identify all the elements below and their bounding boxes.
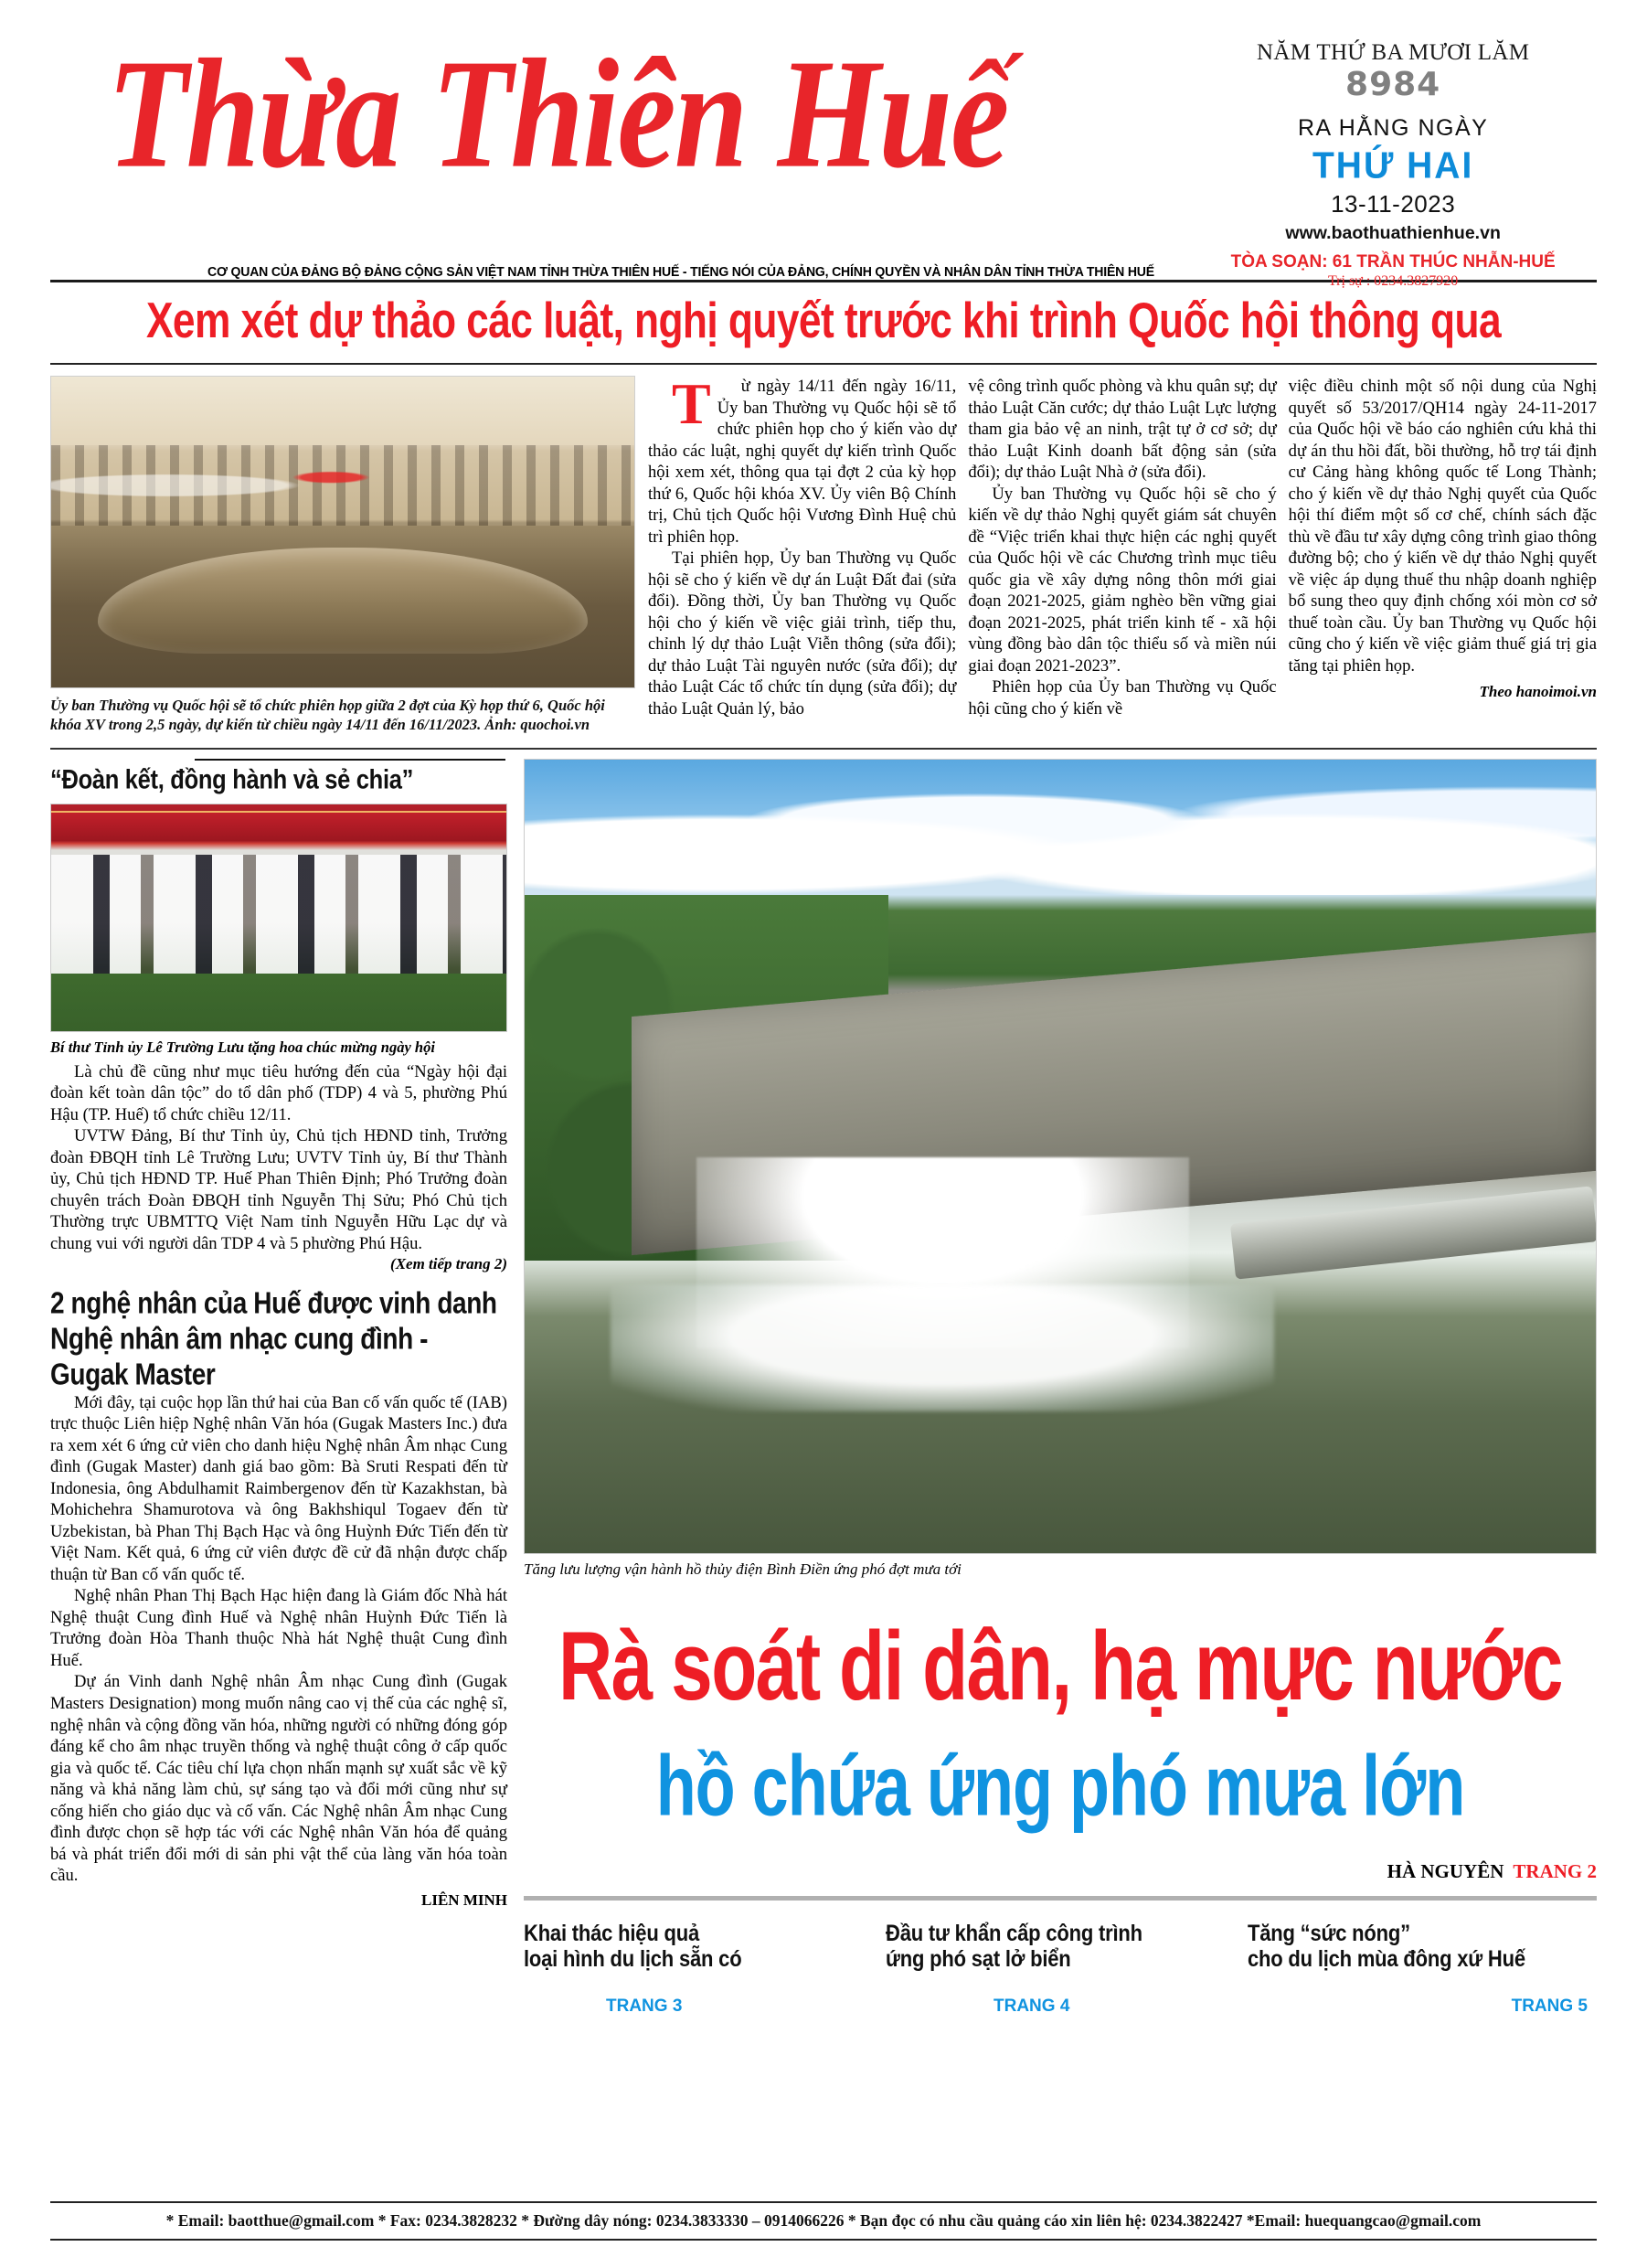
- teaser-title-line1: Đầu tư khẩn cấp công trình: [886, 1920, 1142, 1946]
- website-url[interactable]: www.baothuathienhue.vn: [1285, 222, 1501, 243]
- solidarity-photo-caption: Bí thư Tỉnh ủy Lê Trường Lưu tặng hoa chúc mừng ngày hội: [50, 1038, 435, 1056]
- solidarity-photo: [50, 804, 507, 1032]
- lead-headline[interactable]: Xem xét dự thảo các luật, nghị quyết trước khi trình Quốc hội thông qua: [145, 292, 1502, 349]
- photo-art-hydro-dam: [525, 760, 1596, 1554]
- publication-frequency: RA HẰNG NGÀY: [1297, 114, 1489, 141]
- lead-photo-caption: Ủy ban Thường vụ Quốc hội sẽ tổ chức phiên họp giữa 2 đợt của Kỳ họp thứ 6, Quốc hội khóa XV trong 2,5 ngày, dự kiến từ chiều ngày 14/11 đến 16/11/2023. Ảnh: quochoi.vn: [50, 697, 605, 734]
- dam-photo-caption: Tăng lưu lượng vận hành hồ thủy điện Bình Điền ứng phó đợt mưa tới: [524, 1560, 962, 1578]
- solidarity-continued-note[interactable]: (Xem tiếp trang 2): [390, 1254, 507, 1272]
- lead-column-1: [648, 371, 957, 735]
- lead-paragraph: Từ ngày 14/11 đến ngày 16/11, Ủy ban Thường vụ Quốc hội sẽ tổ chức phiên họp cho ý kiến vào dự thảo các luật, nghị quyết dự kiến trình Quốc hội xem xét, thông qua tại đợt 2 của kỳ họp thứ 6, Quốc hội khóa XV. Ủy viên Bộ Chính trị, Chủ tịch Quốc hội Vương Đình Huệ chủ trì phiên họp.: [648, 371, 957, 547]
- teaser-title-line1: Tăng “sức nóng”: [1248, 1920, 1410, 1946]
- office-address: TÒA SOẠN: 61 TRẦN THÚC NHẪN-HUẾ: [1230, 251, 1556, 272]
- subhead-rule: [195, 759, 505, 761]
- teaser-title-line1: Khai thác hiệu quả: [524, 1920, 699, 1946]
- source-name: hanoimoi.vn: [1515, 683, 1597, 701]
- left-column: [50, 759, 507, 2017]
- footer-rule-bottom: [50, 2239, 1597, 2241]
- teaser-title-line2: ứng phó sạt lở biển: [886, 1945, 1071, 1973]
- masthead: [0, 0, 1647, 289]
- teaser-title-line2: loại hình du lịch sẵn có: [524, 1945, 742, 1973]
- masthead-info-block: [1189, 16, 1597, 290]
- footer: [50, 2201, 1597, 2241]
- photo-art-water-foam: [611, 1284, 1275, 1411]
- teaser-row: [524, 1919, 1597, 2017]
- lower-section: [50, 759, 1597, 2017]
- solidarity-headline[interactable]: “Đoàn kết, đồng hành và sẻ chia”: [50, 764, 414, 795]
- lead-story-columns: [648, 371, 1597, 735]
- source-prefix: Theo: [1479, 683, 1513, 701]
- gugak-paragraph: Nghệ nhân Phan Thị Bạch Hạc hiện đang là Giám đốc Nhà hát Nghệ thuật Cung đình Huế và Nghệ nhân Huỳnh Đức Tiến là Trưởng đoàn Hòa Thanh thuộc Nhà hát Nghệ thuật Cung đình Huế.: [50, 1586, 507, 1670]
- teaser-item[interactable]: [524, 1919, 873, 2017]
- lead-photo-container: [50, 376, 635, 735]
- teaser-divider: [524, 1896, 1597, 1901]
- right-column: [524, 759, 1597, 2017]
- lead-column-3: [1289, 376, 1597, 735]
- lead-paragraph: Tại phiên họp, Ủy ban Thường vụ Quốc hội sẽ cho ý kiến về dự án Luật Đất đai (sửa đổi). Đồng thời, Ủy ban Thường vụ Quốc hội cho ý kiến về việc giải trình, tiếp thu, chỉnh lý dự thảo Luật Viễn thông (sửa đổi); dự thảo Luật Tài nguyên nước (sửa đổi); dự thảo Luật Các tổ chức tín dụng (sửa đổi); dự thảo Luật Quản lý, bảo: [648, 548, 957, 719]
- teaser-title-line2: cho du lịch mùa đông xứ Huế: [1248, 1945, 1525, 1973]
- dam-byline: HÀ NGUYÊN: [1387, 1859, 1504, 1882]
- lead-story-block: [50, 371, 1597, 735]
- lead-paragraph: việc điều chinh một số nội dung của Nghị quyết số 53/2017/QH14 ngày 24-11-2017 của Quốc hội về báo cáo nghiên cứu khả thi dự án thu hồi đất, bồi thường, hỗ trợ tái định cư Cảng hàng không quốc tế Long Thành; cho ý kiến về dự thảo Nghị quyết của Quốc hội thí điểm một số cơ chế, chính sách đặc thù về đầu tư xây dựng công trình giao thông đường bộ; cho ý kiến về dự thảo Nghị quyết về việc áp dụng thuế thu nhập doanh nghiệp bổ sung theo quy định chống xói mòn cơ sở thuế toàn cầu. Ủy ban Thường vụ Quốc hội cũng cho ý kiến về việc giảm thuế giá trị gia tăng tại phiên họp.: [1288, 377, 1597, 676]
- publication-year-line: NĂM THỨ BA MƯƠI LĂM: [1257, 40, 1530, 65]
- teaser-page-ref[interactable]: TRANG 5: [1511, 1996, 1588, 2017]
- dam-headline-line2[interactable]: hồ chứa ứng phó mưa lớn: [655, 1739, 1465, 1835]
- issue-number: 8984: [1345, 66, 1441, 103]
- office-phone: Trị sự : 0234.3827920: [1327, 272, 1459, 289]
- lead-column-2: [968, 376, 1276, 735]
- weekday-label: THỨ HAI: [1312, 144, 1474, 186]
- dam-byline-block: [524, 1860, 1597, 1883]
- gugak-byline: LIÊN MINH: [421, 1890, 507, 1909]
- gugak-body: [50, 1392, 507, 1887]
- photo-art-penstock-pipe: [1229, 1186, 1596, 1279]
- lead-paragraph: Ủy ban Thường vụ Quốc hội sẽ cho ý kiến về dự thảo Nghị quyết giám sát chuyên đề “Việc triển khai thực hiện các nghị quyết của Quốc hội về các Chương trình mục tiêu quốc gia về xây dựng nông thôn mới giai đoạn 2021-2025, giảm nghèo bền vững giai đoạn 2021-2025, phát triển kinh tế - xã hội vùng đồng bào dân tộc thiểu số và miền núi giai đoạn 2021-2023”.: [968, 484, 1277, 676]
- masthead-tagline: CƠ QUAN CỦA ĐẢNG BỘ ĐẢNG CỘNG SẢN VIỆT NAM TỈNH THỪA THIÊN HUẾ - TIẾNG NÓI CỦA ĐẢNG, CHÍNH QUYỀN VÀ NHÂN DÂN TỈNH THỪA THIÊN HUẾ: [207, 265, 1154, 280]
- solidarity-body: [50, 1061, 507, 1255]
- lead-story-source: [1289, 682, 1597, 702]
- teaser-item[interactable]: [1248, 1919, 1597, 2017]
- dam-headline-line1[interactable]: Rà soát di dân, hạ mực nước: [558, 1613, 1562, 1721]
- lead-paragraph: Phiên họp của Ủy ban Thường vụ Quốc hội cũng cho ý kiến về: [968, 677, 1277, 719]
- newspaper-title: Thừa Thiên Huế: [107, 27, 1008, 201]
- solidarity-paragraph: UVTW Đảng, Bí thư Tỉnh ủy, Chủ tịch HĐND tỉnh, Trưởng đoàn ĐBQH tỉnh Lê Trường Lưu; UVTV Tỉnh ủy, Bí thư Thành ủy, Chủ tịch HĐND TP. Huế Phan Thiên Định; Phó Trưởng đoàn chuyên trách Đoàn ĐBQH tỉnh Nguyễn Thị Sửu; Phó Chủ tịch Thường trực UBMTTQ Việt Nam tỉnh Nguyễn Hữu Lạc dự và chung vui với người dân TDP 4 và 5 phường Phú Hậu.: [50, 1126, 507, 1253]
- teaser-page-ref[interactable]: TRANG 3: [606, 1996, 683, 2017]
- gugak-headline[interactable]: 2 nghệ nhân của Huế được vinh danh Nghệ nhân âm nhạc cung đình - Gugak Master: [50, 1285, 497, 1390]
- dam-page-ref[interactable]: TRANG 2: [1513, 1859, 1597, 1882]
- teaser-page-ref[interactable]: TRANG 4: [994, 1996, 1070, 2017]
- lead-headline-divider: [50, 363, 1597, 365]
- section-divider: [50, 748, 1597, 750]
- footer-contact-line: * Email: baotthue@gmail.com * Fax: 0234.3828232 * Đường dây nóng: 0234.3833330 – 0914066226 * Bạn đọc có nhu cầu quảng cáo xin liên hệ: 0234.3822427 *Email: huequangcao@gmail.com: [165, 2211, 1482, 2230]
- publication-date: 13-11-2023: [1331, 189, 1456, 218]
- lead-paragraph: vệ công trình quốc phòng và khu quân sự; dự thảo Luật Căn cước; dự thảo Luật Lực lượng tham gia bảo vệ an ninh, trật tự ở cơ sở; dự thảo Luật Kinh doanh bất động sản (sửa đổi); dự thảo Luật Nhà ở (sửa đổi).: [968, 377, 1277, 483]
- masthead-left: [50, 16, 1184, 280]
- solidarity-paragraph: Là chủ đề cũng như mục tiêu hướng đến của “Ngày hội đại đoàn kết toàn dân tộc” do tổ dân phố (TDP) 4 và 5, phường Phú Hậu (TP. Huế) tổ chức chiều 12/11.: [50, 1061, 507, 1124]
- teaser-item[interactable]: [886, 1919, 1235, 2017]
- gugak-paragraph: Dự án Vinh danh Nghệ nhân Âm nhạc Cung đình (Gugak Masters Designation) mong muốn nâng cao vị thế của các nghệ sĩ, nghệ nhân và cộng đồng văn hóa, những người có những đóng góp đáng kể cho âm nhạc truyền thống và nghệ thuật công ở cấp quốc gia và quốc tế. Các tiêu chí lựa chọn nhấn mạnh sự xuất sắc về kỹ năng và khả năng làm chủ, sự sáng tạo và đổi mới cũng như sự cống hiến cho giáo dục và cố vấn. Các Nghệ nhân Âm nhạc Cung đình được chọn sẽ hợp tác với các Nghệ nhân Văn hóa để quảng bá và phát triển đổi mới di sản phi vật thể của làng văn hóa toàn cầu.: [50, 1672, 507, 1886]
- photo-art-clouds: [525, 760, 1596, 895]
- lead-photo: [50, 376, 635, 688]
- dam-photo: [524, 759, 1597, 1554]
- photo-art-festival-ceremony: [51, 804, 506, 1032]
- gugak-paragraph: Mới đây, tại cuộc họp lần thứ hai của Ban cố vấn quốc tế (IAB) trực thuộc Liên hiệp Nghệ nhân Văn hóa (Gugak Masters Inc.) đưa ra xem xét 6 ứng cử viên cho danh hiệu Nghệ nhân Âm nhạc Cung đình (Gugak Master) danh giá bao gồm: Bà Sruti Respati đến từ Indonesia, ông Abdulhamit Raimbergenov đến từ Kazakhstan, bà Mohichehra Shamurotova và ông Bakhshiqul Togaev đến từ Uzbekistan, bà Phan Thị Bạch Hạc và ông Huỳnh Đức Tiến đến từ Việt Nam. Kết quả, 6 ứng cử viên được đề cử đã nhận được chấp thuận từ Ban cố vấn quốc tế.: [50, 1392, 507, 1584]
- photo-art-meeting-hall: [51, 377, 634, 687]
